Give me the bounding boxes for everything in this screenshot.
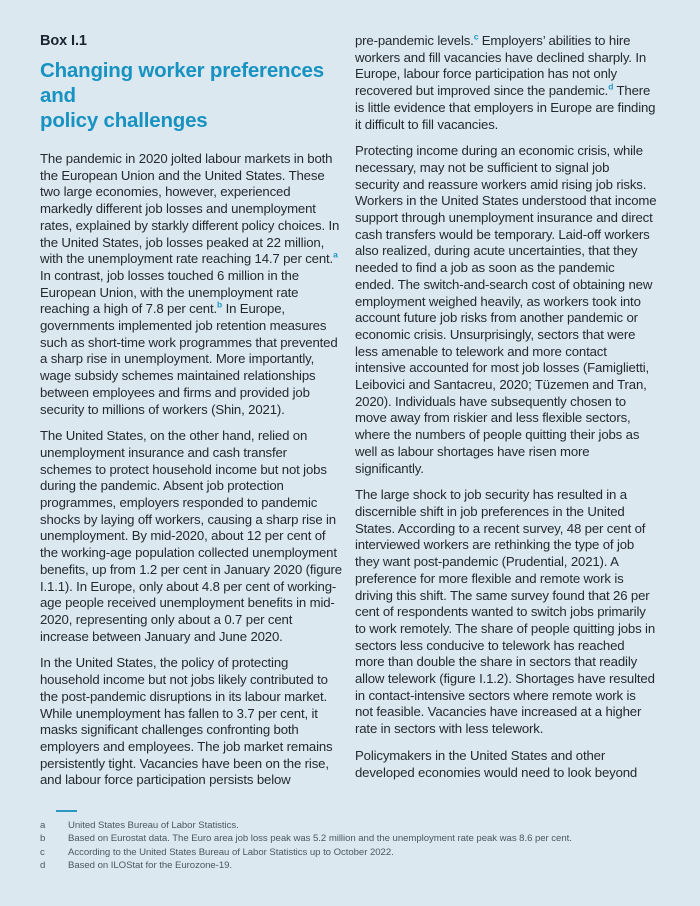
right-column [355, 33, 657, 789]
paragraph-text: Policymakers in the United States and other developed economies would need to look beyond [355, 747, 638, 780]
footnote-text: Based on ILOStat for the Eurozone-19. [68, 860, 233, 872]
paragraph-text: Protecting income during an economic crisis, while necessary, may not be sufficient to signal job security and reassure workers amid rising job risks. Workers in the United States understood that income support through unemployment insurance and direct cash transfers would be temporary. Laid-off workers also realized, during acute uncertainties, that they needed to find a job as soon as the pandemic ended. The switch-and-search cost of obtaining new employment weighed heavily, as workers took into account future job risks from another pandemic or economic crisis. Unsurprisingly, sectors that were less amenable to telework and more contact intensive accounted for most job losses (Famiglietti, Leibovici and Santacreu, 2020; Tüzemen and Tran, 2020). Individuals have subsequently chosen to move away from riskier and less flexible sectors, where the numbers of people quitting their jobs as well as labour shortages have risen more significantly. [355, 143, 657, 476]
footnote-text: Based on Eurostat data. The Euro area job loss peak was 5.2 million and the unemployment rate peak was 8.6 per cent. [68, 833, 572, 845]
footnote-marker: d [40, 860, 46, 872]
paragraph [40, 428, 342, 645]
left-column-text [40, 151, 342, 789]
box-content [40, 33, 657, 789]
footnotes-section [40, 810, 660, 873]
footnote-list [40, 819, 660, 873]
paragraph [355, 487, 657, 738]
footnote-item [40, 859, 660, 872]
paragraph [355, 33, 657, 133]
box-title [40, 58, 342, 133]
footnote-ref: d [608, 81, 614, 92]
footnote-marker: c [40, 846, 45, 858]
footnote-text: United States Bureau of Labor Statistics. [68, 820, 239, 831]
footnote-item [40, 846, 660, 859]
box-title-line: policy challenges [40, 109, 208, 132]
paragraph-text: There is little evidence that employers in Europe are finding it difficult to fill vacancies. [355, 83, 656, 132]
paragraph [40, 655, 342, 789]
paragraph-text: In the United States, the policy of protecting household income but not jobs likely contributed to the post-pandemic disruptions in its labour market. While unemployment has fallen to 3.7 per cent, it masks significant challenges confronting both employers and employees. The job market remains persistently tight. Vacancies have been on the rise, and labour force participation persists below [40, 655, 333, 788]
paragraph-text: The pandemic in 2020 jolted labour markets in both the European Union and the United States. These two large economies, however, experienced markedly different job losses and unemployment rates, explained by starkly different policy choices. In the United States, job losses peaked at 22 million, with the unemployment rate reaching 14.7 per cent. [40, 151, 340, 267]
footnote-divider [56, 810, 77, 812]
right-column-text [355, 33, 657, 781]
footnote-marker: a [40, 820, 46, 831]
box-title-line: Changing worker preferences and [40, 59, 324, 107]
paragraph-text: Employers’ abilities to hire workers and fill vacancies have declined sharply. In Europe, labour force participation has not only recovered but improved since the pandemic. [355, 33, 647, 99]
footnote-ref: c [473, 31, 479, 42]
paragraph [355, 748, 657, 781]
footnote-text: According to the United States Bureau of Labor Statistics up to October 2022. [68, 846, 394, 858]
left-column [40, 33, 342, 789]
paragraph-text: pre-pandemic levels. [355, 33, 474, 48]
paragraph-text: In contrast, job losses touched 6 million in the European Union, with the unemployment rate reaching a high of 7.8 per cent. [40, 267, 299, 317]
paragraph [40, 151, 342, 418]
footnote-marker: b [40, 833, 46, 845]
paragraph-text: The United States, on the other hand, relied on unemployment insurance and cash transfer schemes to protect household income but not jobs during the pandemic. Absent job protection programmes, employers responded to pandemic shocks by laying off workers, causing a sharp rise in unemployment. By mid-2020, about 12 per cent of the working-age population collected unemployment benefits, up from 1.2 per cent in January 2020 (figure I.1.1). In Europe, only about 4.8 per cent of working-age people received unemployment benefits in mid-2020, representing only about a 0.7 per cent increase between January and June 2020. [40, 428, 342, 644]
footnote-ref: a [333, 249, 338, 260]
paragraph [355, 143, 657, 477]
footnote-item [40, 832, 660, 845]
footnote-item [40, 819, 660, 832]
paragraph-text: In Europe, governments implemented job retention measures such as short-time work programmes that prevented a sharp rise in unemployment. More importantly, wage subsidy schemes maintained relationships between employees and firms and provided job security to millions of workers (Shin, 2021). [40, 301, 338, 417]
box-label: Box I.1 [40, 33, 87, 49]
paragraph-text: The large shock to job security has resulted in a discernible shift in job preferences in the United States. According to a recent survey, 48 per cent of interviewed workers are rethinking the type of job they want post-pandemic (Prudential, 2021). A preference for more flexible and remote work is driving this shift. The same survey found that 26 per cent of respondents wanted to switch jobs primarily to work remotely. The share of people quitting jobs in sectors less conducive to telework has reached more than double the share in sectors that readily allow telework (figure I.1.2). Shortages have resulted in contact-intensive sectors where remote work is not feasible. Vacancies have increased at a higher rate in sectors with less telework. [355, 487, 656, 737]
footnote-ref: b [217, 299, 223, 310]
